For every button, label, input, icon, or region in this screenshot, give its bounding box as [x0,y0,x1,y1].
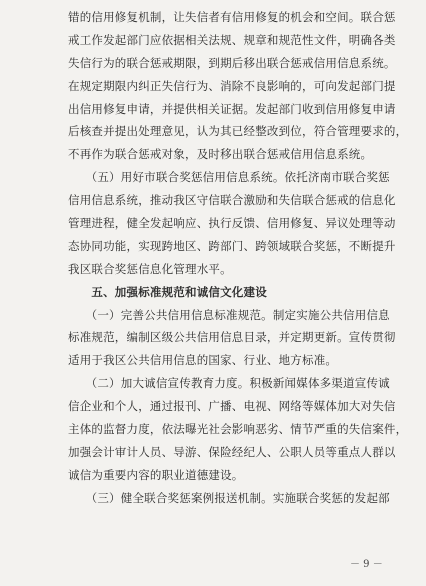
text-line: （一）完善公共信用信息标准规范。制定实施公共信用信息 [68,307,390,322]
text-line: 信企业和个人，通过报刊、广播、电视、网络等媒体加大对失信 [68,399,396,414]
text-line: （三）健全联合奖惩案例报送机制。实施联合奖惩的发起部 [68,490,390,505]
text-line: 加强会计审计人员、导游、保险经纪人、公职人员等重点人群以 [68,444,396,459]
page-number: － 9 － [350,559,383,570]
text-line: （二）加大诚信宣传教育力度。积极新闻媒体多渠道宣传诚 [68,376,390,391]
text-line: 主体的监督力度，依法曝光社会影响恶劣、情节严重的失信案件， [68,422,408,437]
body-text [68,6,408,510]
text-line: （五）用好市联合奖惩信用信息系统。依托济南市联合奖惩 [68,170,390,185]
text-line: 戒工作发起部门应依据相关法规、规章和规范性文件，明确各类 [68,32,396,47]
text-line: 我区联合奖惩信息化管理水平。 [68,261,232,276]
text-line: 后核查并提出处理意见，认为其已经整改到位，符合管理要求的， [68,124,408,139]
text-line: 出信用修复申请，并提供相关证据。发起部门收到信用修复申请 [68,101,396,116]
text-line: 适用于我区公共信用信息的国家、行业、地方标准。 [68,353,338,368]
text-line: 管理进程，健全发起响应、执行反馈、信用修复、异议处理等动 [68,216,396,231]
section-heading: 五、加强标准规范和诚信文化建设 [68,284,267,299]
text-line: 错的信用修复机制，让失信者有信用修复的机会和空间。联合惩 [68,10,396,24]
text-line: 态协同功能，实现跨地区、跨部门、跨领域联合奖惩，不断提升 [68,238,396,253]
text-line: 标准规范，编制区级公共信用信息目录，并定期更新。宣传贯彻 [68,330,396,345]
text-line: 失信行为的联合惩戒期限，到期后移出联合惩戒信用信息系统。 [68,55,396,70]
text-line: 信用信息系统，推动我区守信联合激励和失信联合惩戒的信息化 [68,193,396,208]
text-line: 不再作为联合惩戒对象，及时移出联合惩戒信用信息系统。 [68,147,373,162]
text-line: 在规定期限内纠正失信行为、消除不良影响的，可向发起部门提 [68,78,396,93]
text-line: 诚信为重要内容的职业道德建设。 [68,467,244,482]
